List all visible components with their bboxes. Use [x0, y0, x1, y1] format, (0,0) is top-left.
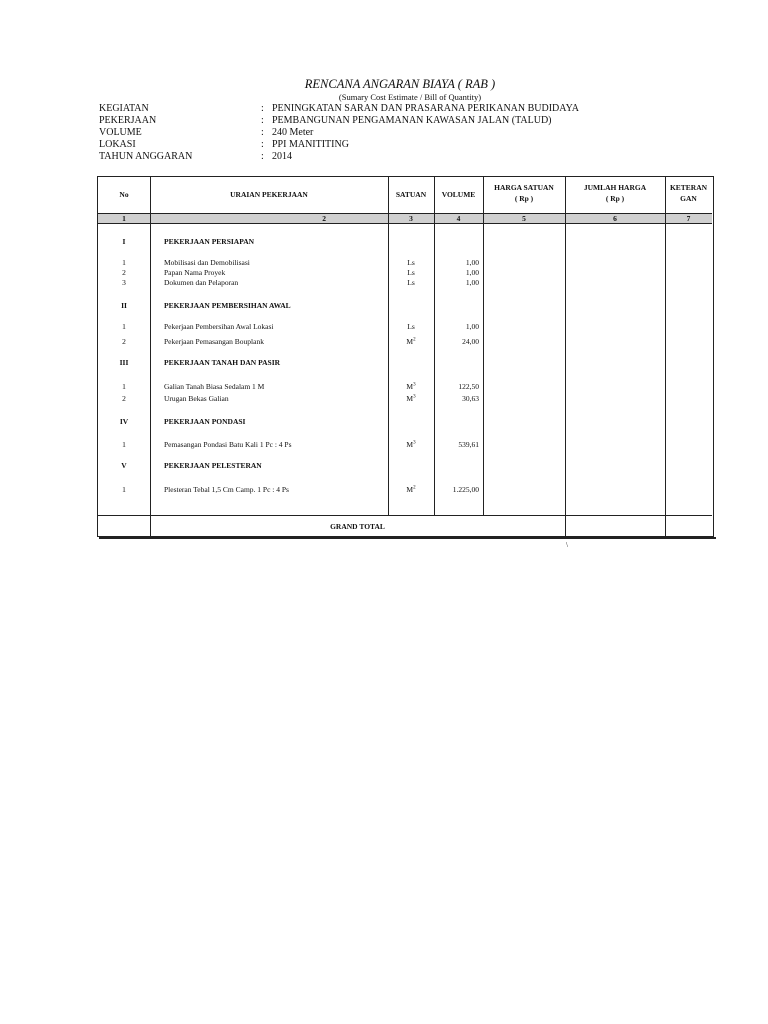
item-description: Urugan Bekas Galian — [164, 394, 229, 403]
item-number: 1 — [122, 382, 126, 391]
item-unit: $M^2$ — [406, 485, 416, 494]
col-header-volume: VOLUME — [441, 190, 476, 199]
info-value: PENINGKATAN SARAN DAN PRASARANA PERIKANAN BUDIDAYA — [272, 103, 579, 114]
item-description: Pekerjaan Pembersihan Awal Lokasi — [164, 322, 274, 331]
info-label: PEKERJAAN — [99, 115, 157, 126]
table-shadow — [99, 537, 716, 539]
info-label: KEGIATAN — [99, 103, 149, 114]
info-value: PEMBANGUNAN PENGAMANAN KAWASAN JALAN (TALUD) — [272, 115, 552, 126]
col-header-keterangan-2: GAN — [680, 194, 697, 203]
info-colon: : — [261, 115, 264, 126]
item-number: 1 — [122, 440, 126, 449]
item-description: Pekerjaan Pemasangan Bouplank — [164, 337, 264, 346]
info-colon: : — [261, 103, 264, 114]
item-volume: 24,00 — [462, 337, 479, 346]
document-title: RENCANA ANGARAN BIAYA ( RAB ) — [304, 77, 496, 91]
item-description: Mobilisasi dan Demobilisasi — [164, 258, 250, 267]
item-description: Galian Tanah Biasa Sedalam 1 M — [164, 382, 265, 391]
stray-mark: \ — [566, 541, 568, 549]
col-number: 7 — [686, 214, 691, 223]
item-number: 1 — [122, 258, 126, 267]
item-description: Dokumen dan Pelaporan — [164, 278, 239, 287]
item-description: Pemasangan Pondasi Batu Kali 1 Pc : 4 Ps — [164, 440, 292, 449]
col-number: 1 — [122, 214, 126, 223]
section-title: PEKERJAAN TANAH DAN PASIR — [164, 358, 281, 367]
item-volume: 1,00 — [465, 258, 479, 267]
item-unit: $M^2$ — [406, 337, 416, 346]
number-row-divider — [98, 223, 712, 224]
item-volume: 1,00 — [465, 268, 479, 277]
section-title: PEKERJAAN PONDASI — [164, 417, 246, 426]
rab-table — [97, 176, 714, 537]
col-header-harga-unit: ( Rp ) — [514, 194, 534, 203]
col-number: 6 — [613, 214, 617, 223]
section-title: PEKERJAAN PELESTERAN — [164, 461, 262, 470]
col-header-keterangan: KETERAN — [669, 183, 708, 192]
item-unit: Ls — [407, 322, 415, 331]
info-colon: : — [261, 127, 264, 138]
info-colon: : — [261, 151, 264, 162]
section-number: IV — [119, 417, 129, 426]
info-label: TAHUN ANGGARAN — [99, 151, 193, 162]
col-header-satuan: SATUAN — [395, 190, 427, 199]
col-divider — [565, 177, 566, 536]
item-unit: Ls — [407, 258, 415, 267]
item-number: 2 — [122, 394, 126, 403]
section-number: II — [121, 301, 127, 310]
section-title: PEKERJAAN PEMBERSIHAN AWAL — [164, 301, 291, 310]
col-number: 2 — [322, 214, 326, 223]
col-divider — [434, 177, 435, 515]
col-divider — [483, 177, 484, 515]
item-unit: $M^3$ — [406, 440, 416, 449]
info-value: 240 Meter — [272, 127, 314, 138]
section-title: PEKERJAAN PERSIAPAN — [164, 237, 255, 246]
col-number: 5 — [522, 214, 526, 223]
col-header-jumlah-unit: ( Rp ) — [605, 194, 625, 203]
info-label: VOLUME — [99, 127, 142, 138]
col-number: 3 — [409, 214, 413, 223]
item-unit: Ls — [407, 268, 415, 277]
item-unit: $M^3$ — [406, 382, 416, 391]
document-subtitle: (Sumary Cost Estimate / Bill of Quantity) — [338, 92, 482, 102]
info-colon: : — [261, 139, 264, 150]
item-volume: 1,00 — [465, 278, 479, 287]
item-number: 2 — [122, 337, 126, 346]
section-number: III — [119, 358, 129, 367]
item-description: Plesteran Tebal 1,5 Cm Camp. 1 Pc : 4 Ps — [164, 485, 289, 494]
section-number: V — [121, 461, 127, 470]
col-header-uraian: URAIAN PEKERJAAN — [230, 190, 308, 199]
item-volume: 30,63 — [462, 394, 479, 403]
item-number: 3 — [122, 278, 126, 287]
item-volume: 122,50 — [458, 382, 479, 391]
item-volume: 539,61 — [458, 440, 479, 449]
item-description: Papan Nama Proyek — [164, 268, 226, 277]
grand-total-label: GRAND TOTAL — [330, 522, 385, 531]
col-number: 4 — [456, 214, 461, 223]
item-volume: 1,00 — [465, 322, 479, 331]
col-header-jumlah: JUMLAH HARGA — [583, 183, 647, 192]
section-number: I — [122, 237, 126, 246]
item-number: 1 — [122, 485, 126, 494]
item-number: 1 — [122, 322, 126, 331]
item-unit: $M^3$ — [406, 394, 416, 403]
col-divider — [665, 177, 666, 536]
col-header-no: No — [119, 190, 129, 199]
info-value: 2014 — [272, 151, 292, 162]
col-divider — [150, 177, 151, 536]
info-value: PPI MANITITING — [272, 139, 349, 150]
item-volume: 1.225,00 — [452, 485, 479, 494]
item-unit: Ls — [407, 278, 415, 287]
total-divider — [98, 515, 712, 516]
col-divider — [388, 177, 389, 515]
item-number: 2 — [122, 268, 126, 277]
col-header-harga: HARGA SATUAN — [494, 183, 554, 192]
info-label: LOKASI — [99, 139, 136, 150]
